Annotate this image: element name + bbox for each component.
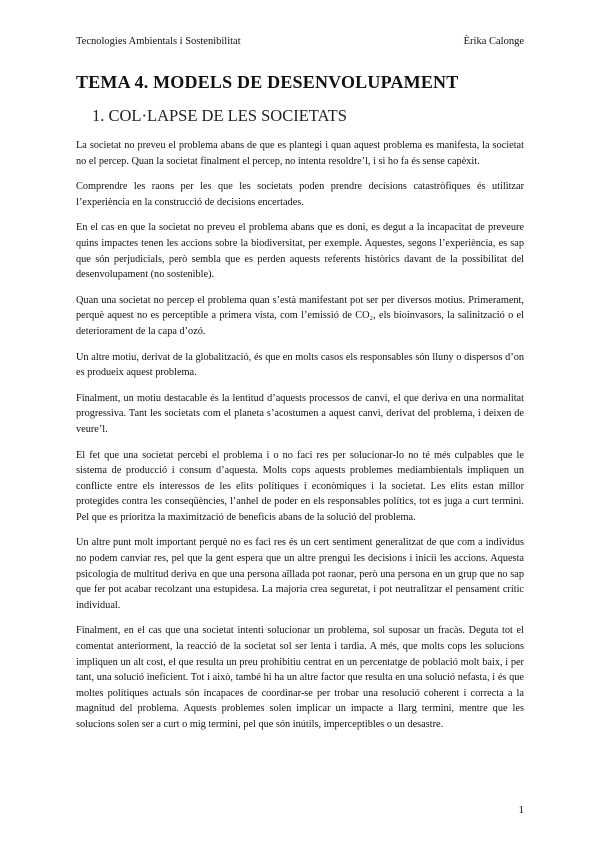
paragraph: En el cas en que la societat no preveu el problema abans que es doni, es degut a la incapacitat de preveure quins impactes tenen les accions sobre la biodiversitat, per exemple. Aquestes, segons l’experiència, es sap que són perjudicials, però sembla que es perden aquests referents històrics davant de la possibilitat del desenvolupament (no sostenible). (76, 222, 524, 281)
paragraph: El fet que una societat percebi el problema i o no faci res per solucionar-lo no té més culpables que le sistema de producció i consum d’aquesta. Molts cops aquests problemes mediambientals impliquen un conflicte entre els interessos de les elits polítiques i econòmiques i la societat. Les elits estan millor protegides contra les conseqüències, l’anhel de poder en els responsables polítics, tot es juga a curt termini. Pel que es prioritza la maximització de beneficis abans de la solució del problema. (76, 449, 524, 523)
paragraph: Quan una societat no percep el problema quan s’està manifestant pot ser per diversos motius. Primerament, perquè aquest no es perceptible a primera vista, com l’emissió de CO₂, els bioinvasors, la salinització o el deteriorament de la capa d’ozó. (76, 294, 524, 337)
paragraph: Finalment, en el cas que una societat intenti solucionar un problema, sol suposar un fracàs. Deguta tot el comentat anteriorment, la reacció de la societat sol ser lenta i tardia. A més, que molts cops les solucions impliquen un alt cost, el que resulta un preu prohibitiu centrat en un percentatge de població molt baix, i per tant, una solució ineficient. Tot i això, també hi ha un altre factor que resulta en una solució nefasta, i és que moltes polítiques actuals són incapaces de coordinar-se per trobar una resolució coherent i correcta a la magnitud del problema. Aquests problemes solen implicar un impacte a llarg termini, mentre que les solucions solen ser a curt o mig termini, pel que són inútils, imperceptibles o un desastre. (76, 625, 524, 730)
paragraph: La societat no preveu el problema abans de que es plantegi i quan aquest problema es manifesta, la societat no el percep. Quan la societat finalment el percep, no intenta resoldre’l, i si ho fa és sense capèxit. (76, 140, 524, 167)
page-header (76, 36, 524, 47)
header-author: Èrika Calonge (463, 36, 524, 47)
paragraph: Finalment, un motiu destacable és la lentitud d’aquests processos de canvi, el que deriva en una normalitat progressiva. Tant les societats com el planeta s’acostumen a aquest canvi, derivat del problema, i deixen de veure’l. (76, 392, 524, 435)
header-course: Tecnologies Ambientals i Sostenibilitat (76, 36, 241, 47)
paragraph: Un altre punt molt important perquè no es faci res és un cert sentiment generalitzat de que com a individus no podem canviar res, pel que la gent espera que un altre prengui les decisions i inicii les accions. Aquesta psicologia de multitud deriva en que una persona aïllada pot raonar, però una persona en un grup que no sap que fer pot acabar recolzant una estupidesa. La majoria crea seguretat, i pot neutralitzar el pensament crític individual. (76, 537, 524, 611)
page-number: 1 (518, 804, 524, 816)
document-body (76, 138, 524, 743)
paragraph: Comprendre les raons per les que les societats poden prendre decisions catastròfiques és utilitzar l’experiència en la construcció de decisions encertades. (76, 181, 524, 208)
paragraph: Un altre motiu, derivat de la globalització, és que en molts casos els responsables són lluny o dispersos d’on es produeix aquest problema. (76, 351, 524, 379)
section-heading: 1. COL·LAPSE DE LES SOCIETATS (92, 106, 347, 125)
document-title: TEMA 4. MODELS DE DESENVOLUPAMENT (76, 72, 459, 92)
